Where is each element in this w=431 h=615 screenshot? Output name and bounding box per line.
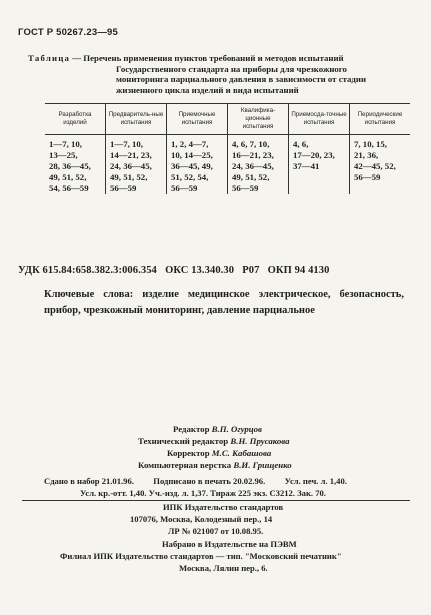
- header-periodic-tests: Периодические испытания: [350, 104, 411, 135]
- cell-qualification-tests: [228, 135, 289, 195]
- header-preliminary-tests: Предваритель-ные испытания: [106, 104, 167, 135]
- cell-acceptance-tests: [167, 135, 228, 195]
- table-row: [45, 135, 410, 195]
- cell-line: 10, 14—25,: [171, 150, 213, 161]
- table-caption: [28, 53, 366, 95]
- credit-role: Корректор: [167, 448, 212, 458]
- printer-address: Москва, Лялин пер., 6.: [179, 563, 268, 573]
- cell-line: 56—59: [232, 183, 259, 194]
- publisher-license: ЛР № 021007 от 10.08.95.: [168, 526, 264, 536]
- credit-name: В.Н. Прусакова: [230, 436, 290, 446]
- credit-role: Компьютерная верстка: [138, 460, 234, 470]
- publisher-name: ИПК Издательство стандартов: [163, 502, 284, 512]
- table-title-line-3: мониторинга парциального давления в зависимости от стадии: [116, 74, 367, 85]
- table-title-line-4: жизненного цикла изделий и вида испытаний: [116, 84, 299, 95]
- cell-line: 54, 56—59: [49, 183, 89, 194]
- cell-periodic-tests: [350, 135, 411, 195]
- cell-line: 1—7, 10,: [110, 139, 143, 149]
- cell-line: 56—59: [171, 183, 198, 194]
- credit-name: М.С. Кабашова: [211, 448, 272, 458]
- cell-line: 13—25,: [49, 150, 78, 161]
- print-info-line-2: Усл. кр.-отт. 1,40. Уч.-изд. л. 1,37. Тираж 225 экз. С3212. Зак. 70.: [80, 488, 326, 498]
- publisher-address: 107076, Москва, Колодезный пер., 14: [130, 514, 273, 524]
- cell-line: 4, 6, 7, 10,: [232, 139, 270, 149]
- cell-line: 51, 52, 54,: [171, 172, 209, 183]
- cell-line: 49, 51, 52,: [49, 172, 87, 183]
- credit-role: Технический редактор: [138, 436, 231, 446]
- header-development: Разработка изделий: [45, 104, 106, 135]
- requirements-table: [45, 103, 410, 194]
- table-title-line-2: Государственного стандарта на приборы для чрезкожного: [116, 63, 347, 74]
- cell-line: 24, 36—45,: [232, 161, 274, 172]
- cell-line: 14—21, 23,: [110, 150, 152, 161]
- header-qualification-tests: Квалифика-ционные испытания: [228, 104, 289, 135]
- credit-technical-editor: [138, 436, 290, 446]
- credit-role: Редактор: [173, 424, 212, 434]
- cell-line: 56—59: [110, 183, 137, 194]
- printer-branch: Филиал ИПК Издательство стандартов — тип. "Московский печатник": [60, 551, 342, 561]
- cell-line: 49, 51, 52,: [110, 172, 148, 183]
- cell-line: 24, 36—45,: [110, 161, 152, 172]
- credit-editor: [173, 424, 262, 434]
- table-label: Таблица: [28, 53, 71, 63]
- credit-layout: [138, 460, 292, 470]
- document-header: ГОСТ Р 50267.23—95: [18, 27, 118, 38]
- divider: [22, 500, 410, 501]
- typesetting-note: Набрано в Издательстве на ПЭВМ: [162, 539, 297, 549]
- credit-proofreader: [167, 448, 271, 458]
- header-acceptance-tests: Приемочные испытания: [167, 104, 228, 135]
- cell-line: 37—41: [293, 161, 320, 172]
- cell-line: 28, 36—45,: [49, 161, 91, 172]
- print-info-line-1: Сдано в набор 21.01.96. Подписано в печать 20.02.96. Усл. печ. л. 1,40.: [44, 476, 347, 486]
- cell-line: 49, 51, 52,: [232, 172, 270, 183]
- table-title-line-1: — Перечень применения пунктов требований и методов испытаний: [70, 53, 344, 63]
- cell-line: 42—45, 52,: [354, 161, 396, 172]
- cell-preliminary-tests: [106, 135, 167, 195]
- cell-line: 1, 2, 4—7,: [171, 139, 209, 149]
- udk-classification-line: УДК 615.84:658.382.3:006.354 ОКС 13.340.30 Р07 ОКП 94 4130: [18, 265, 330, 276]
- cell-delivery-tests: [289, 135, 350, 195]
- table-header-row: [45, 104, 410, 135]
- cell-development: [45, 135, 106, 195]
- keywords-paragraph: Ключевые слова: изделие медицинское электрическое, безопасность, прибор, чрезкожный мониторинг, давление парциальное: [44, 289, 404, 316]
- cell-line: 4, 6,: [293, 139, 309, 149]
- cell-line: 17—20, 23,: [293, 150, 335, 161]
- cell-line: 1—7, 10,: [49, 139, 82, 149]
- cell-line: 7, 10, 15,: [354, 139, 387, 149]
- cell-line: 36—45, 49,: [171, 161, 213, 172]
- cell-line: 56—59: [354, 172, 381, 183]
- cell-line: 21, 36,: [354, 150, 379, 161]
- credit-name: В.П. Огурцов: [211, 424, 262, 434]
- credit-name: В.И. Грищенко: [233, 460, 292, 470]
- header-delivery-tests: Приемосда-точные испытания: [289, 104, 350, 135]
- cell-line: 16—21, 23,: [232, 150, 274, 161]
